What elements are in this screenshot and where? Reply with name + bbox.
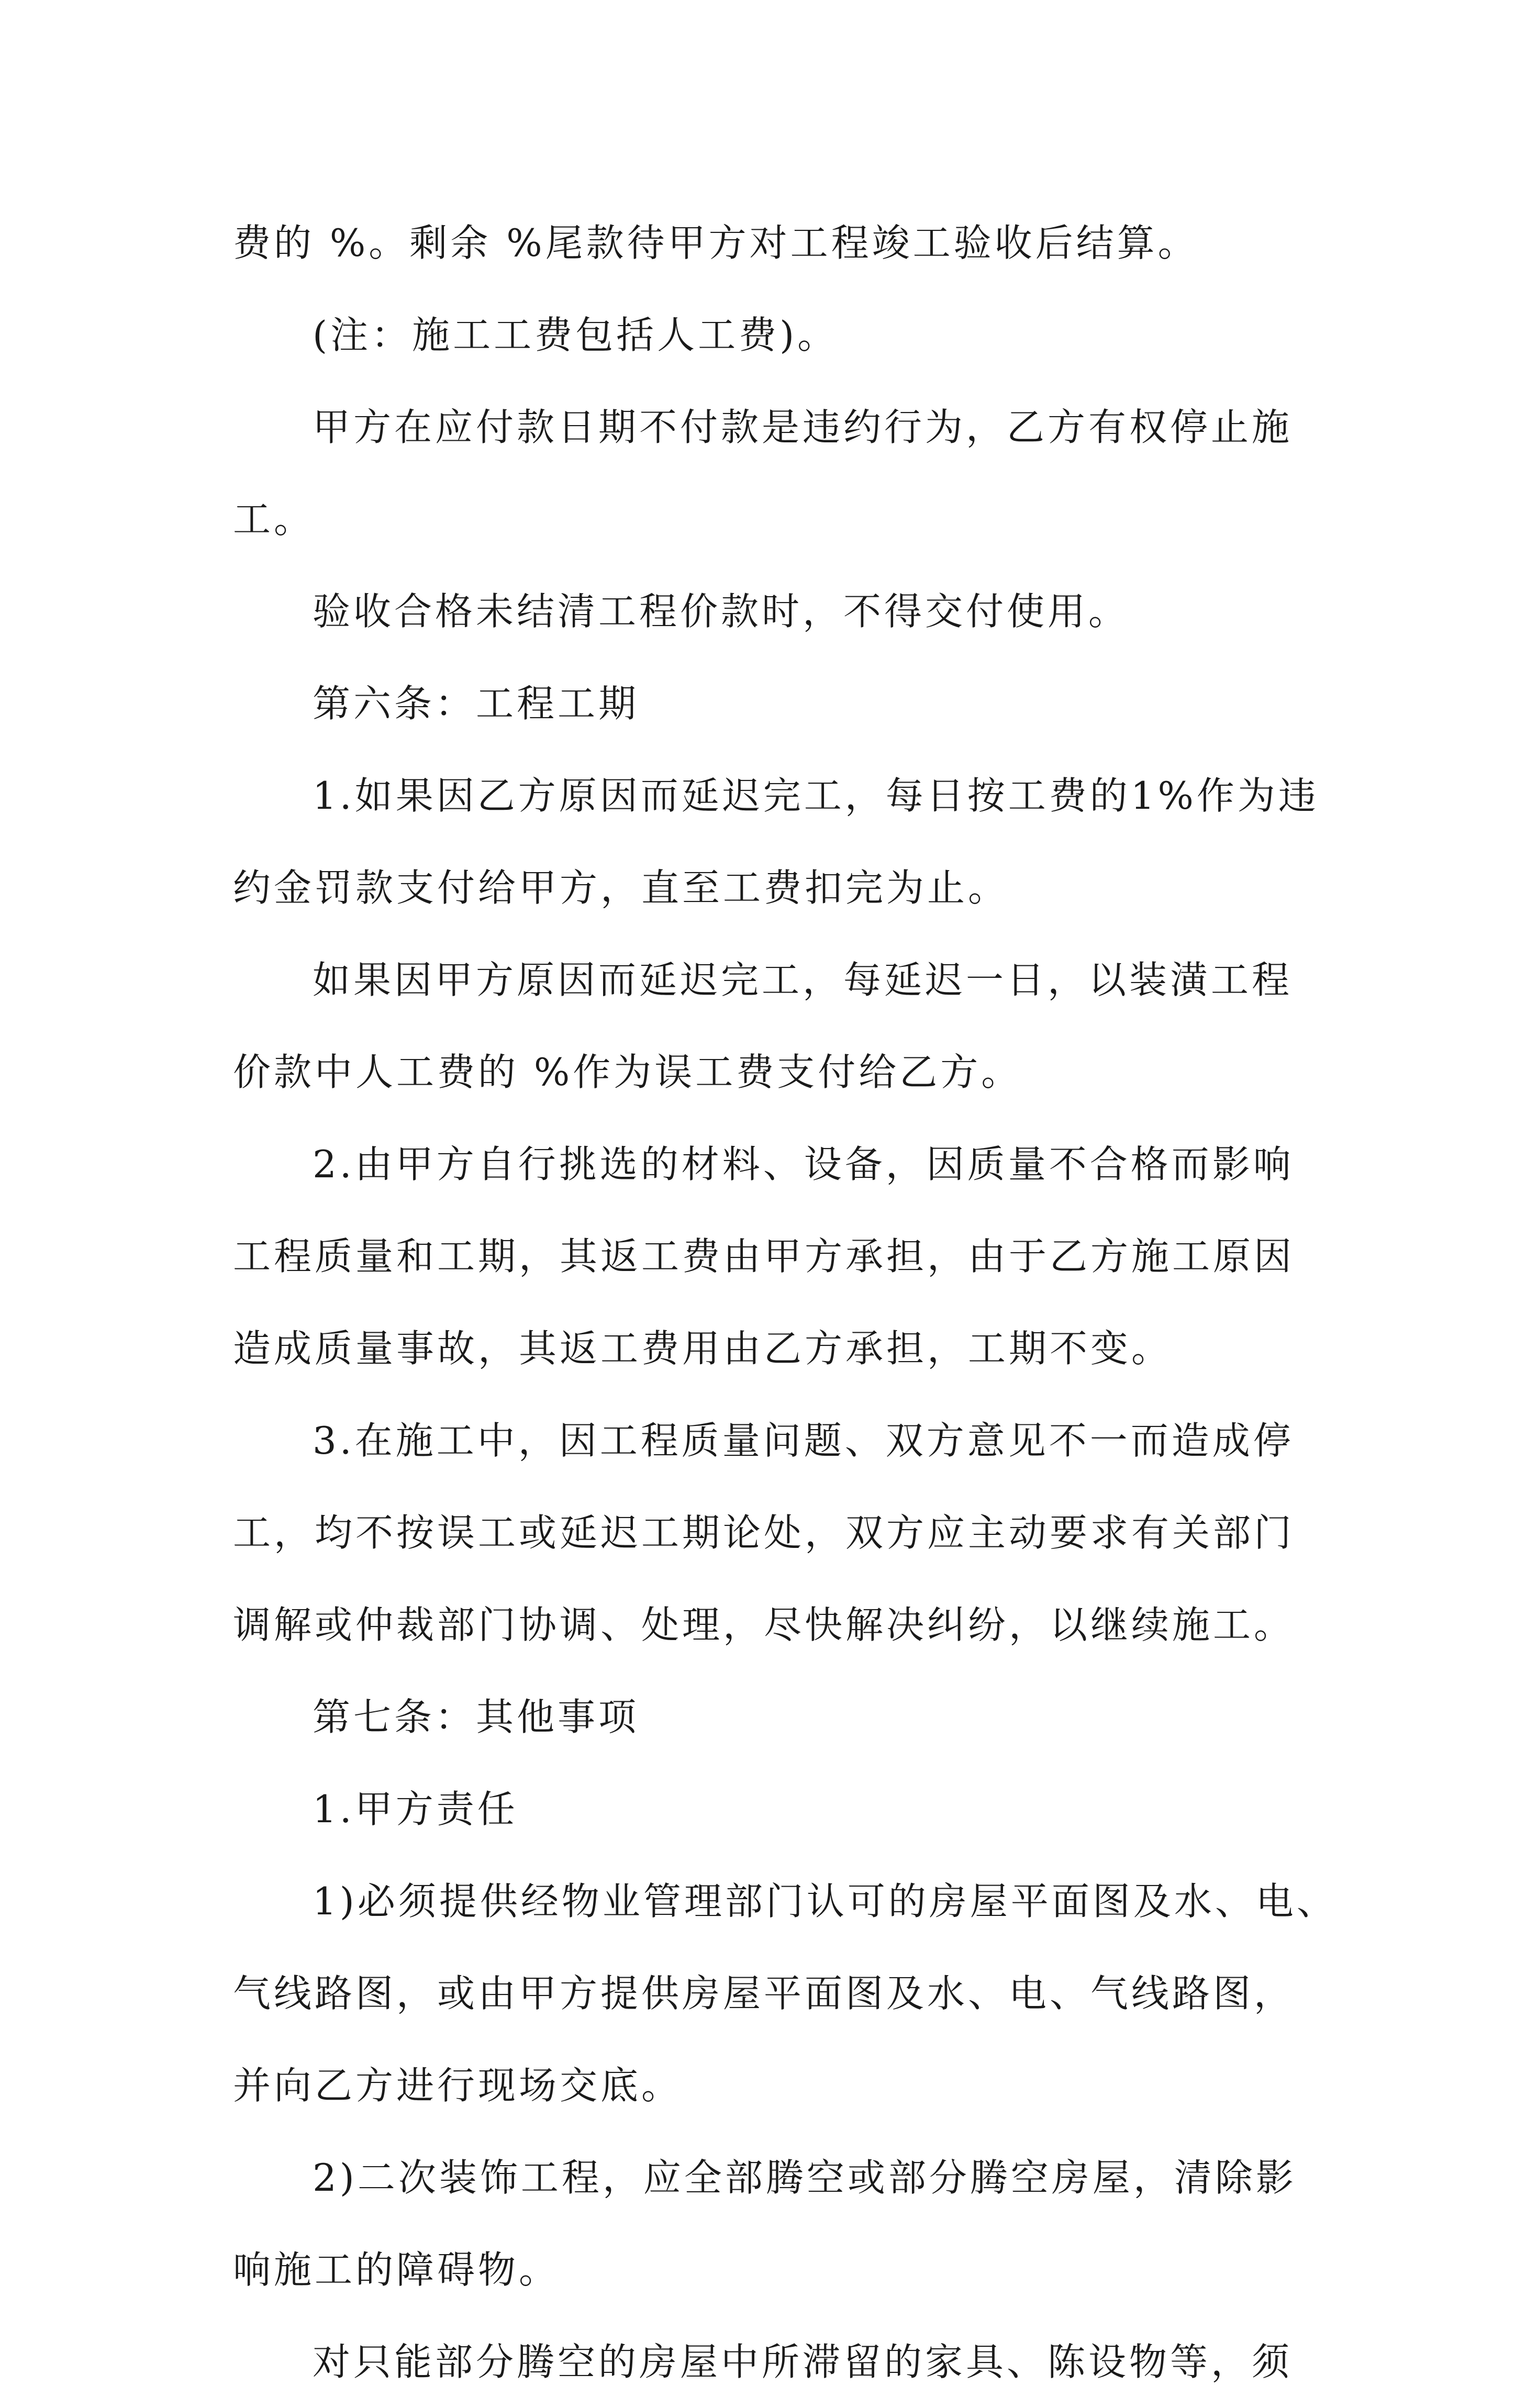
text-line: 验收合格未结清工程价款时，不得交付使用。: [313, 589, 1130, 633]
section-heading: 第七条：其他事项: [313, 1695, 640, 1739]
section-heading: 第六条：工程工期: [313, 682, 640, 726]
text-line: 工，均不按误工或延迟工期论处，双方应主动要求有关部门: [233, 1511, 1295, 1555]
text-line: 1)必须提供经物业管理部门认可的房屋平面图及水、电、: [313, 1879, 1338, 1923]
text-line: (注：施工工费包括人工费)。: [313, 313, 839, 357]
text-line: 2.由甲方自行挑选的材料、设备，因质量不合格而影响: [313, 1142, 1294, 1186]
text-line: 响施工的障碍物。: [233, 2248, 560, 2292]
text-line: 约金罚款支付给甲方，直至工费扣完为止。: [233, 866, 1009, 910]
text-line: 并向乙方进行现场交底。: [233, 2064, 683, 2108]
text-line: 工程质量和工期，其返工费由甲方承担，由于乙方施工原因: [233, 1234, 1295, 1278]
document-body: [233, 197, 1338, 2408]
subsection-heading: 1.甲方责任: [313, 1787, 518, 1831]
text-line: 如果因甲方原因而延迟完工，每延迟一日，以装潢工程: [313, 958, 1293, 1002]
text-line: 气线路图，或由甲方提供房屋平面图及水、电、气线路图，: [233, 1971, 1295, 2015]
text-line: 价款中人工费的 %作为误工费支付给乙方。: [233, 1050, 1022, 1094]
text-line: 对只能部分腾空的房屋中所滞留的家具、陈设物等，须: [313, 2340, 1293, 2384]
text-line: 甲方在应付款日期不付款是违约行为，乙方有权停止施: [313, 405, 1293, 449]
text-line: 1.如果因乙方原因而延迟完工，每日按工费的1%作为违: [313, 774, 1319, 818]
text-line: 造成质量事故，其返工费用由乙方承担，工期不变。: [233, 1326, 1173, 1370]
text-line: 2)二次装饰工程，应全部腾空或部分腾空房屋，清除影: [313, 2156, 1297, 2200]
text-line: 工。: [233, 497, 315, 541]
text-line: 3.在施工中，因工程质量问题、双方意见不一而造成停: [313, 1419, 1294, 1463]
text-line: 调解或仲裁部门协调、处理，尽快解决纠纷，以继续施工。: [233, 1603, 1295, 1647]
text-line: 费的 %。剩余 %尾款待甲方对工程竣工验收后结算。: [233, 221, 1199, 265]
